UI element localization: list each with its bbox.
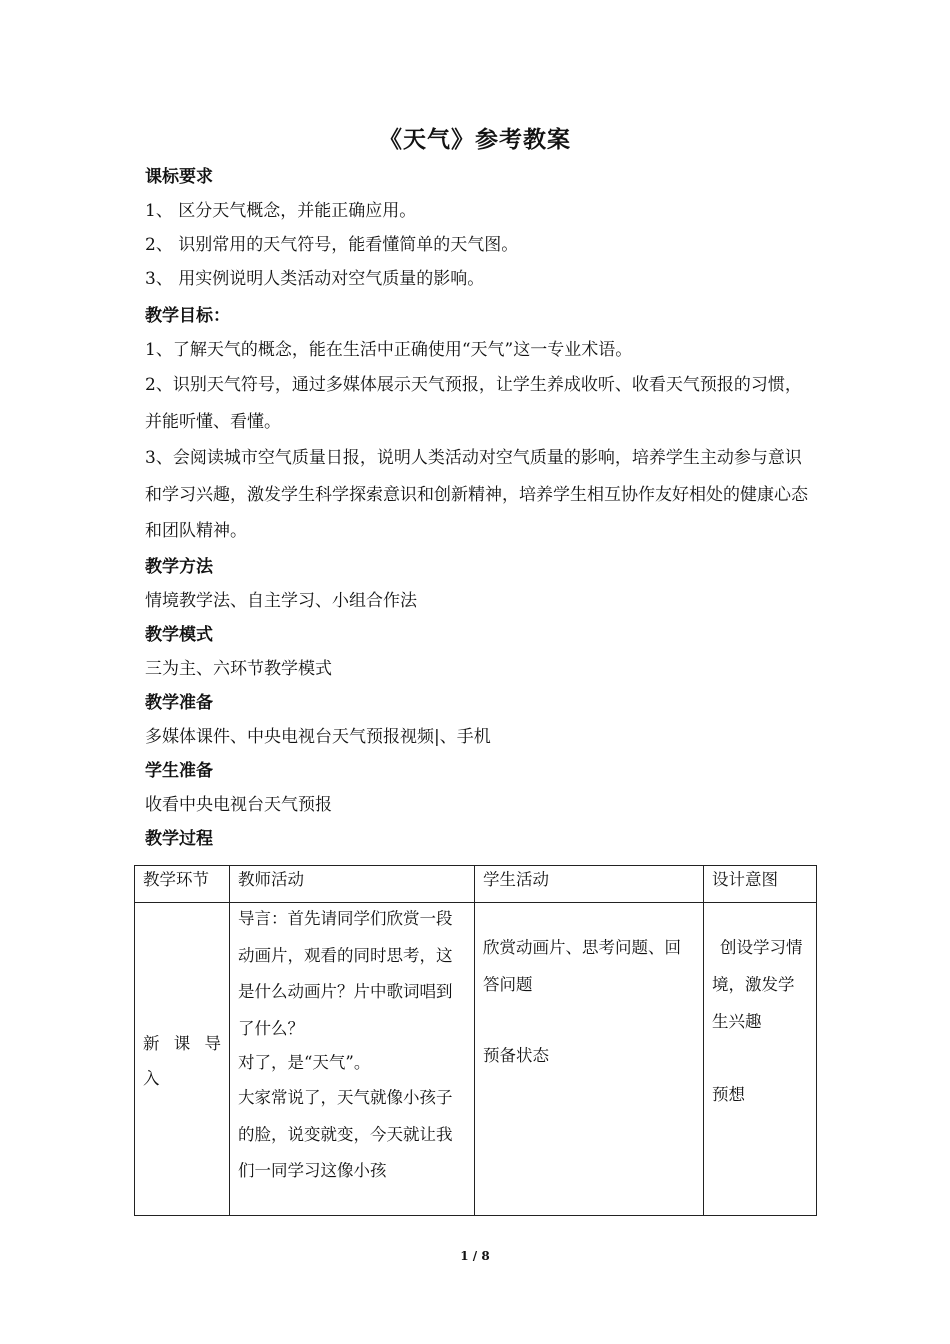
page-title: 《天气》参考教案 [379,126,571,153]
objective-item: 1、了解天气的概念，能在生活中正确使用“天气”这一专业术语。 [145,340,633,360]
student-activity-text: 欣赏动画片、思考问题、回答问题 [483,938,681,994]
section-heading-mode: 教学模式 [145,624,213,645]
table-header-cell: 设计意图 [704,866,817,903]
section-heading-student-prep: 学生准备 [145,760,213,781]
table-header-cell: 学生活动 [475,866,704,903]
method-text: 情境教学法、自主学习、小组合作法 [145,590,417,611]
table-header-cell: 教师活动 [230,866,475,903]
mode-text: 三为主、六环节教学模式 [145,658,332,679]
document-body [145,160,817,856]
prep-text: 多媒体课件、中央电视台天气预报视频|、手机 [145,726,491,747]
section-heading-process: 教学过程 [145,828,213,849]
curriculum-item: 3、 用实例说明人类活动对空气质量的影响。 [145,269,485,289]
teacher-activity-cell [230,903,475,1216]
curriculum-item: 1、 区分天气概念，并能正确应用。 [145,201,417,221]
page-number: 1 / 8 [460,1249,490,1263]
teacher-activity-text: 对了，是“天气”。 [238,1053,371,1073]
table-row [135,903,817,1216]
section-heading-prep: 教学准备 [145,692,213,713]
teacher-activity-text: 大家常说了，天气就像小孩子的脸，说变就变，今天就让我们一同学习这像小孩 [238,1087,453,1181]
student-prep-text: 收看中央电视台天气预报 [145,794,332,815]
table-header-cell: 教学环节 [135,866,230,903]
process-table [134,865,817,1216]
objective-item: 3、会阅读城市空气质量日报，说明人类活动对空气质量的影响，培养学生主动参与意识和学习兴趣，激发学生科学探索意识和创新精神，培养学生相互协作友好相处的健康心态和团队精神。 [145,448,808,541]
design-intent-text: 创设学习情境，激发学生兴趣 [712,938,803,1031]
design-intent-cell [704,903,817,1216]
stage-cell [135,903,230,1216]
student-activity-cell [475,903,704,1216]
curriculum-item: 2、 识别常用的天气符号，能看懂简单的天气图。 [145,235,519,255]
stage-label: 新 课 导 入 [143,1034,221,1088]
table-header-row [135,866,817,903]
design-intent-text: 预想 [712,1085,745,1104]
section-heading-objectives: 教学目标： [145,306,230,326]
student-activity-text: 预备状态 [483,1046,549,1065]
objective-item: 2、识别天气符号，通过多媒体展示天气预报，让学生养成收听、收看天气预报的习惯，并能听懂、看懂。 [145,375,802,432]
section-heading-curriculum: 课标要求 [145,167,213,187]
section-heading-method: 教学方法 [145,556,213,577]
teacher-activity-text: 导言：首先请同学们欣赏一段动画片，观看的同时思考，这是什么动画片？片中歌词唱到了什么？ [238,909,453,1038]
